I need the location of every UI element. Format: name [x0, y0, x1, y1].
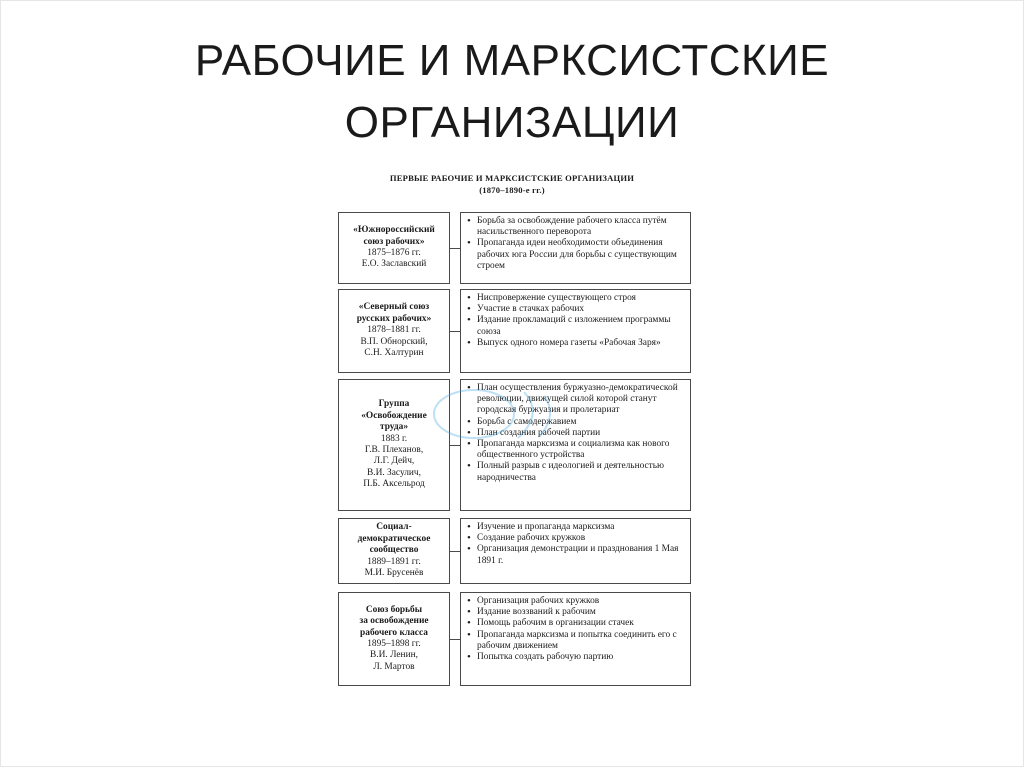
goal-item: • Участие в стачках рабочих	[466, 304, 686, 315]
organization-goals-box	[460, 289, 691, 373]
organization-goals-box	[460, 518, 691, 584]
organization-name-box	[338, 289, 450, 373]
organization-name-line: за освобождение	[359, 616, 429, 627]
organization-detail-line: 1875–1876 гг.	[367, 248, 421, 258]
goal-item: • Организация демонстрации и празднования 1 Мая 1891 г.	[466, 544, 686, 566]
organization-detail-line: Л. Мартов	[373, 661, 415, 672]
row-connector	[450, 331, 460, 332]
goal-item: • Попытка создать рабочую партию	[466, 652, 686, 663]
scheme-heading	[332, 172, 692, 196]
organization-goals-box	[460, 592, 691, 686]
goal-item: • Издание воззваний к рабочим	[466, 607, 686, 618]
row-connector	[450, 445, 460, 446]
row-connector	[450, 551, 460, 552]
goal-item: • Борьба с самодержавием	[466, 417, 686, 428]
goal-item: • Пропаганда марксизма и попытка соединить его с рабочим движением	[466, 630, 686, 652]
organization-name-line: демократическое	[357, 533, 431, 544]
goal-item: • Ниспровержение существующего строя	[466, 293, 686, 304]
organization-detail-line: С.Н. Халтурин	[364, 348, 424, 359]
organization-goals-box	[460, 379, 691, 511]
organization-detail-line: 1883 г.	[380, 433, 408, 444]
organization-name-line: труда»	[379, 422, 409, 433]
scheme-heading-line-2: (1870–1890-е гг.)	[479, 185, 545, 195]
organization-name-box	[338, 592, 450, 686]
scheme-heading-line-1: ПЕРВЫЕ РАБОЧИЕ И МАРКСИСТСКИЕ ОРГАНИЗАЦИИ	[389, 173, 635, 183]
organization-detail-line: М.И. Брусенёв	[364, 568, 424, 579]
goal-item: • Борьба за освобождение рабочего класса путём насильственного переворота	[466, 216, 686, 238]
goal-item: • Организация рабочих кружков	[466, 596, 686, 607]
organization-detail-line: В.И. Ленин,	[370, 650, 418, 661]
organization-detail-line: В.П. Обнорский,	[360, 336, 428, 347]
organization-name-box	[338, 518, 450, 584]
goal-item: • Пропаганда идеи необходимости объединения рабочих юга России для борьбы с существующим строем	[466, 238, 686, 272]
organization-name-line: «Освобождение	[361, 410, 427, 421]
slide-title-line-2: ОРГАНИЗАЦИИ	[344, 98, 680, 147]
organization-name-line: Социал-	[376, 522, 412, 533]
organization-detail-line: Л.Г. Дейч,	[373, 456, 415, 467]
organization-goals-box	[460, 212, 691, 284]
organization-detail-line: 1889–1891 гг.	[367, 556, 421, 567]
organization-name-line: «Северный союз	[358, 302, 430, 313]
goal-item: • Издание прокламаций с изложением программы союза	[466, 315, 686, 337]
row-connector	[450, 248, 460, 249]
organizations-scheme	[332, 172, 692, 672]
organization-name-line: Союз борьбы	[365, 604, 423, 615]
organization-name-line: рабочего класса	[360, 627, 428, 638]
slide-title	[0, 30, 1024, 154]
goal-item: • Полный разрыв с идеологией и деятельностью народничества	[466, 461, 686, 483]
organization-name-box	[338, 379, 450, 511]
organization-detail-line: 1895–1898 гг.	[367, 639, 421, 649]
organization-detail-line: Г.В. Плеханов,	[364, 445, 424, 455]
goal-item: • План создания рабочей партии	[466, 428, 686, 439]
goal-item: • Выпуск одного номера газеты «Рабочая Заря»	[466, 338, 686, 349]
organization-name-box	[338, 212, 450, 284]
organization-name-line: сообщество	[369, 545, 419, 556]
goal-item: • Пропаганда марксизма и социализма как нового общественного устройства	[466, 439, 686, 461]
organization-name-line: «Южнороссийский	[353, 225, 435, 236]
goal-item: • Помощь рабочим в организации стачек	[466, 618, 686, 629]
organization-name-line: русских рабочих»	[356, 313, 432, 324]
organization-name-line: Группа	[378, 399, 410, 410]
goal-item: • План осуществления буржуазно-демократической революции, движущей силой которой станут городская буржуазия и пролетариат	[466, 383, 686, 417]
organization-name-line: союз рабочих»	[363, 236, 425, 247]
organization-detail-line: Е.О. Заславский	[361, 259, 427, 270]
row-connector	[450, 639, 460, 640]
organization-detail-line: В.И. Засулич,	[367, 467, 421, 478]
organization-detail-line: П.Б. Аксельрод	[363, 479, 425, 490]
goal-item: • Изучение и пропаганда марксизма	[466, 522, 686, 533]
goal-item: • Создание рабочих кружков	[466, 533, 686, 544]
slide-title-line-1: РАБОЧИЕ И МАРКСИСТСКИЕ	[194, 36, 830, 85]
organization-detail-line: 1878–1881 гг.	[367, 325, 421, 336]
